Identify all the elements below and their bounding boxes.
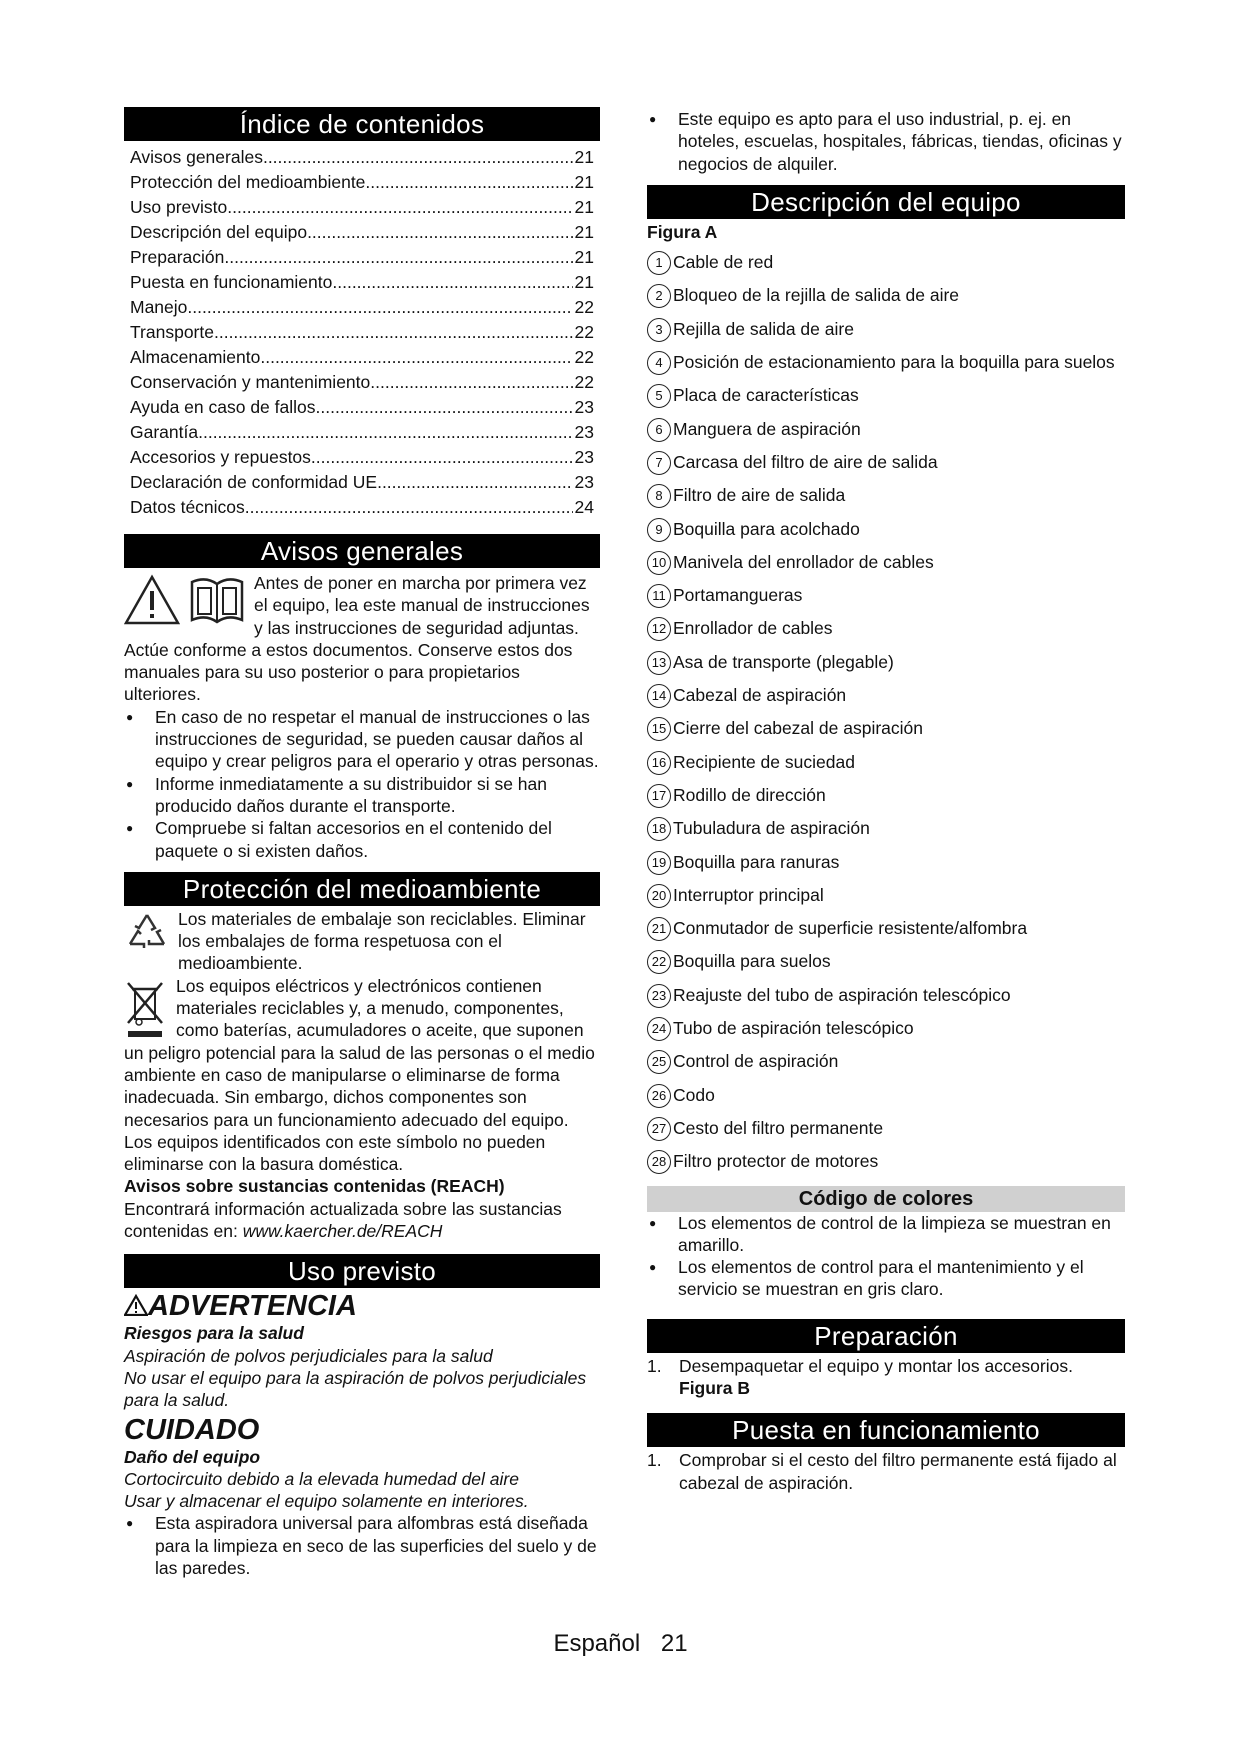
reach-title: Avisos sobre sustancias contenidas (REACH) bbox=[124, 1176, 505, 1197]
toc-item[interactable] bbox=[130, 195, 594, 220]
toc-item[interactable] bbox=[130, 220, 594, 245]
part-label: Manguera de aspiración bbox=[673, 418, 861, 439]
medio-p1: Los materiales de embalaje son reciclables. Eliminar los embalajes de forma respetuosa con el medioambiente. bbox=[178, 908, 586, 974]
warning-l1: Aspiración de polvos perjudiciales para la salud bbox=[124, 1345, 493, 1366]
part-label: Codo bbox=[673, 1084, 715, 1105]
avisos-icons bbox=[124, 574, 246, 626]
part-item bbox=[647, 418, 1125, 451]
toc-item[interactable] bbox=[130, 145, 594, 170]
part-label: Filtro protector de motores bbox=[673, 1151, 879, 1172]
footer-page-number: 21 bbox=[660, 1630, 688, 1657]
avisos-bullet: ● Informe inmediatamente a su distribuidor si se han producido daños durante el transporte. bbox=[124, 773, 600, 818]
toc-leader-dots bbox=[316, 395, 573, 420]
part-label: Control de aspiración bbox=[673, 1051, 839, 1072]
toc-item-page: 21 bbox=[574, 222, 594, 242]
right-column bbox=[647, 108, 1125, 1494]
part-number-badge: 13 bbox=[647, 651, 671, 675]
part-number-badge: 5 bbox=[647, 384, 671, 408]
part-item bbox=[647, 950, 1125, 983]
part-number-badge: 16 bbox=[647, 751, 671, 775]
toc-item-label: Accesorios y repuestos bbox=[130, 447, 311, 467]
part-item bbox=[647, 318, 1125, 351]
uso-section bbox=[124, 1290, 600, 1579]
part-label: Boquilla para ranuras bbox=[673, 851, 840, 872]
toc-item-page: 21 bbox=[574, 172, 594, 192]
toc-leader-dots bbox=[187, 295, 572, 320]
part-number-badge: 27 bbox=[647, 1117, 671, 1141]
part-item bbox=[647, 751, 1125, 784]
puesta-step: 1. Comprobar si el cesto del filtro permanente está fijado al cabezal de aspiración. bbox=[647, 1450, 1117, 1493]
uso-bullet: ● Esta aspiradora universal para alfombras está diseñada para la limpieza en seco de las superficies del suelo y de las paredes. bbox=[124, 1512, 600, 1579]
part-label: Enrollador de cables bbox=[673, 618, 833, 639]
part-label: Reajuste del tubo de aspiración telescópico bbox=[673, 984, 1011, 1005]
toc-leader-dots bbox=[377, 470, 572, 495]
part-label: Boquilla para acolchado bbox=[673, 518, 860, 539]
part-item bbox=[647, 884, 1125, 917]
toc-item-label: Preparación bbox=[130, 247, 225, 267]
caution-l1: Cortocircuito debido a la elevada humedad del aire bbox=[124, 1468, 519, 1489]
part-label: Placa de características bbox=[673, 385, 859, 406]
toc-item-page: 21 bbox=[574, 272, 594, 292]
toc-leader-dots bbox=[214, 320, 573, 345]
toc-item[interactable] bbox=[130, 495, 594, 520]
part-number-badge: 22 bbox=[647, 950, 671, 974]
part-item bbox=[647, 551, 1125, 584]
part-number-badge: 24 bbox=[647, 1017, 671, 1041]
toc-item-page: 22 bbox=[574, 322, 594, 342]
warning-sub: Riesgos para la salud bbox=[124, 1323, 304, 1344]
part-item bbox=[647, 484, 1125, 517]
part-number-badge: 1 bbox=[647, 251, 671, 275]
part-item bbox=[647, 717, 1125, 750]
manual-book-icon bbox=[188, 574, 246, 626]
part-item bbox=[647, 584, 1125, 617]
toc-item[interactable] bbox=[130, 345, 594, 370]
puesta-heading: Puesta en funcionamiento bbox=[647, 1413, 1125, 1447]
toc-item[interactable] bbox=[130, 395, 594, 420]
toc-item-label: Puesta en funcionamiento bbox=[130, 272, 333, 292]
colors-bullets bbox=[647, 1212, 1125, 1301]
colors-heading: Código de colores bbox=[647, 1186, 1125, 1212]
toc-leader-dots bbox=[311, 445, 573, 470]
caution-title: CUIDADO bbox=[124, 1413, 260, 1446]
weee-bin-icon bbox=[124, 977, 166, 1039]
reach-text: Encontrará información actualizada sobre las sustancias contenidas en: www.kaercher.de/REACH bbox=[124, 1198, 562, 1242]
toc-item-label: Avisos generales bbox=[130, 147, 263, 167]
toc-item-page: 23 bbox=[574, 447, 594, 467]
part-item bbox=[647, 651, 1125, 684]
page-footer bbox=[0, 1630, 1241, 1658]
toc-leader-dots bbox=[263, 145, 573, 170]
toc-item-label: Manejo bbox=[130, 297, 188, 317]
warning-title: ADVERTENCIA bbox=[124, 1290, 600, 1322]
part-item bbox=[647, 684, 1125, 717]
toc-item-label: Garantía bbox=[130, 422, 199, 442]
part-item bbox=[647, 984, 1125, 1017]
toc-item-page: 22 bbox=[574, 372, 594, 392]
toc-item[interactable] bbox=[130, 245, 594, 270]
part-item bbox=[647, 784, 1125, 817]
part-number-badge: 2 bbox=[647, 284, 671, 308]
part-number-badge: 10 bbox=[647, 551, 671, 575]
part-label: Boquilla para suelos bbox=[673, 951, 831, 972]
part-number-badge: 25 bbox=[647, 1050, 671, 1074]
part-item bbox=[647, 851, 1125, 884]
toc-item-page: 23 bbox=[574, 422, 594, 442]
avisos-bullet: ● En caso de no respetar el manual de instrucciones o las instrucciones de seguridad, se pueden causar daños al equipo y crear peligros para el operario y otras personas. bbox=[124, 706, 600, 773]
figure-a-label: Figura A bbox=[647, 221, 718, 242]
part-item bbox=[647, 917, 1125, 950]
part-label: Filtro de aire de salida bbox=[673, 485, 846, 506]
part-number-badge: 17 bbox=[647, 784, 671, 808]
warning-small-icon bbox=[124, 1294, 148, 1316]
toc-heading: Índice de contenidos bbox=[124, 107, 600, 141]
part-item bbox=[647, 1150, 1125, 1183]
toc-item-page: 23 bbox=[574, 472, 594, 492]
toc-item-label: Datos técnicos bbox=[130, 497, 245, 517]
toc-item-label: Ayuda en caso de fallos bbox=[130, 397, 316, 417]
part-item bbox=[647, 518, 1125, 551]
medio-heading: Protección del medioambiente bbox=[124, 872, 600, 906]
part-label: Carcasa del filtro de aire de salida bbox=[673, 451, 938, 472]
toc-item-page: 21 bbox=[574, 197, 594, 217]
part-item bbox=[647, 351, 1125, 384]
part-label: Cierre del cabezal de aspiración bbox=[673, 718, 923, 739]
toc-item-label: Uso previsto bbox=[130, 197, 228, 217]
toc-item-label: Descripción del equipo bbox=[130, 222, 308, 242]
part-label: Conmutador de superficie resistente/alfombra bbox=[673, 918, 1028, 939]
toc-item[interactable] bbox=[130, 445, 594, 470]
part-label: Posición de estacionamiento para la boquilla para suelos bbox=[673, 352, 1115, 373]
caution-sub: Daño del equipo bbox=[124, 1446, 261, 1467]
toc-item[interactable] bbox=[130, 320, 594, 345]
part-label: Asa de transporte (plegable) bbox=[673, 651, 894, 672]
part-label: Rejilla de salida de aire bbox=[673, 318, 854, 339]
left-column bbox=[124, 107, 600, 1579]
part-label: Tubo de aspiración telescópico bbox=[673, 1018, 914, 1039]
part-number-badge: 15 bbox=[647, 717, 671, 741]
part-number-badge: 21 bbox=[647, 917, 671, 941]
toc-leader-dots bbox=[365, 170, 572, 195]
part-number-badge: 4 bbox=[647, 351, 671, 375]
warning-l2: No usar el equipo para la aspiración de polvos perjudiciales para la salud. bbox=[124, 1367, 587, 1411]
part-item bbox=[647, 1017, 1125, 1050]
warning-triangle-icon bbox=[124, 574, 180, 626]
part-item bbox=[647, 617, 1125, 650]
avisos-intro: Antes de poner en marcha por primera vez el equipo, lea este manual de instrucciones y las instrucciones de seguridad adjuntas. Actúe conforme a estos documentos. Conserve estos dos manuales para su uso posterior o para propietarios ulteriores. bbox=[124, 573, 590, 705]
toc-item-page: 24 bbox=[574, 497, 594, 517]
toc-item[interactable] bbox=[130, 370, 594, 395]
part-number-badge: 12 bbox=[647, 617, 671, 641]
toc-list bbox=[124, 141, 600, 520]
caution-l2: Usar y almacenar el equipo solamente en interiores. bbox=[124, 1491, 529, 1512]
part-label: Cabezal de aspiración bbox=[673, 685, 847, 706]
toc-leader-dots bbox=[307, 220, 572, 245]
part-label: Rodillo de dirección bbox=[673, 784, 826, 805]
part-number-badge: 19 bbox=[647, 851, 671, 875]
toc-item-label: Protección del medioambiente bbox=[130, 172, 366, 192]
toc-item[interactable] bbox=[130, 270, 594, 295]
part-number-badge: 20 bbox=[647, 884, 671, 908]
figure-b-label: Figura B bbox=[679, 1377, 750, 1398]
descripcion-heading: Descripción del equipo bbox=[647, 185, 1125, 219]
toc-item[interactable] bbox=[130, 470, 594, 495]
toc-leader-dots bbox=[224, 245, 572, 270]
toc-item-page: 22 bbox=[574, 297, 594, 317]
part-number-badge: 3 bbox=[647, 318, 671, 342]
avisos-bullet: ● Compruebe si faltan accesorios en el contenido del paquete o si existen daños. bbox=[124, 817, 600, 862]
part-label: Cable de red bbox=[673, 252, 774, 273]
avisos-section bbox=[124, 572, 600, 862]
colors-bullet: ● Los elementos de control de la limpieza se muestran en amarillo. bbox=[647, 1212, 1125, 1257]
preparacion-step: 1. Desempaquetar el equipo y montar los accesorios. bbox=[647, 1355, 1073, 1376]
part-item bbox=[647, 817, 1125, 850]
recycle-icon bbox=[124, 910, 170, 956]
part-number-badge: 8 bbox=[647, 484, 671, 508]
toc-item[interactable] bbox=[130, 170, 594, 195]
part-number-badge: 7 bbox=[647, 451, 671, 475]
toc-item-label: Almacenamiento bbox=[130, 347, 261, 367]
part-item bbox=[647, 451, 1125, 484]
part-label: Interruptor principal bbox=[673, 884, 824, 905]
toc-item-label: Transporte bbox=[130, 322, 214, 342]
footer-language: Español bbox=[553, 1630, 641, 1657]
toc-leader-dots bbox=[332, 270, 572, 295]
avisos-bullets bbox=[124, 706, 600, 862]
part-number-badge: 18 bbox=[647, 817, 671, 841]
part-label: Manivela del enrollador de cables bbox=[673, 551, 934, 572]
part-label: Recipiente de suciedad bbox=[673, 751, 855, 772]
part-label: Portamangueras bbox=[673, 585, 803, 606]
medio-section bbox=[124, 908, 600, 1242]
toc-leader-dots bbox=[227, 195, 572, 220]
toc-item-page: 21 bbox=[574, 147, 594, 167]
part-number-badge: 14 bbox=[647, 684, 671, 708]
part-item bbox=[647, 384, 1125, 417]
toc-item-label: Declaración de conformidad UE bbox=[130, 472, 378, 492]
part-number-badge: 11 bbox=[647, 584, 671, 608]
part-label: Cesto del filtro permanente bbox=[673, 1117, 884, 1138]
toc-item-page: 23 bbox=[574, 397, 594, 417]
preparacion-heading: Preparación bbox=[647, 1319, 1125, 1353]
part-item bbox=[647, 1084, 1125, 1117]
uso-bullet: ● Este equipo es apto para el uso industrial, p. ej. en hoteles, escuelas, hospitales, fábricas, tiendas, oficinas y negocios de alquiler. bbox=[647, 108, 1125, 175]
toc-leader-dots bbox=[198, 420, 572, 445]
colors-bullet: ● Los elementos de control para el mantenimiento y el servicio se muestran en gris claro. bbox=[647, 1256, 1125, 1301]
part-item bbox=[647, 1050, 1125, 1083]
parts-list bbox=[647, 251, 1125, 1183]
part-number-badge: 23 bbox=[647, 984, 671, 1008]
toc-item[interactable] bbox=[130, 420, 594, 445]
toc-item-page: 21 bbox=[574, 247, 594, 267]
part-item bbox=[647, 284, 1125, 317]
part-number-badge: 28 bbox=[647, 1150, 671, 1174]
part-number-badge: 9 bbox=[647, 518, 671, 542]
toc-leader-dots bbox=[245, 495, 573, 520]
toc-item-page: 22 bbox=[574, 347, 594, 367]
part-label: Bloqueo de la rejilla de salida de aire bbox=[673, 285, 960, 306]
uso-heading: Uso previsto bbox=[124, 1254, 600, 1288]
toc-leader-dots bbox=[260, 345, 572, 370]
part-number-badge: 6 bbox=[647, 418, 671, 442]
toc-item[interactable] bbox=[130, 295, 594, 320]
toc-leader-dots bbox=[370, 370, 572, 395]
part-number-badge: 26 bbox=[647, 1084, 671, 1108]
medio-p2: Los equipos eléctricos y electrónicos contienen materiales reciclables y, a menudo, componentes, como baterías, acumuladores o aceite, que suponen un peligro potencial para la salud de las personas o el medio ambiente en caso de manipularse o eliminarse de forma inadecuada. Sin embargo, dichos componentes son necesarios para un funcionamiento adecuado del equipo. Los equipos identificados con este símbolo no pueden eliminarse con la basura doméstica. bbox=[124, 975, 595, 1175]
toc-item-label: Conservación y mantenimiento bbox=[130, 372, 371, 392]
part-label: Tubuladura de aspiración bbox=[673, 818, 870, 839]
part-item bbox=[647, 1117, 1125, 1150]
avisos-heading: Avisos generales bbox=[124, 534, 600, 568]
reach-url[interactable]: www.kaercher.de/REACH bbox=[242, 1221, 443, 1242]
part-item bbox=[647, 251, 1125, 284]
